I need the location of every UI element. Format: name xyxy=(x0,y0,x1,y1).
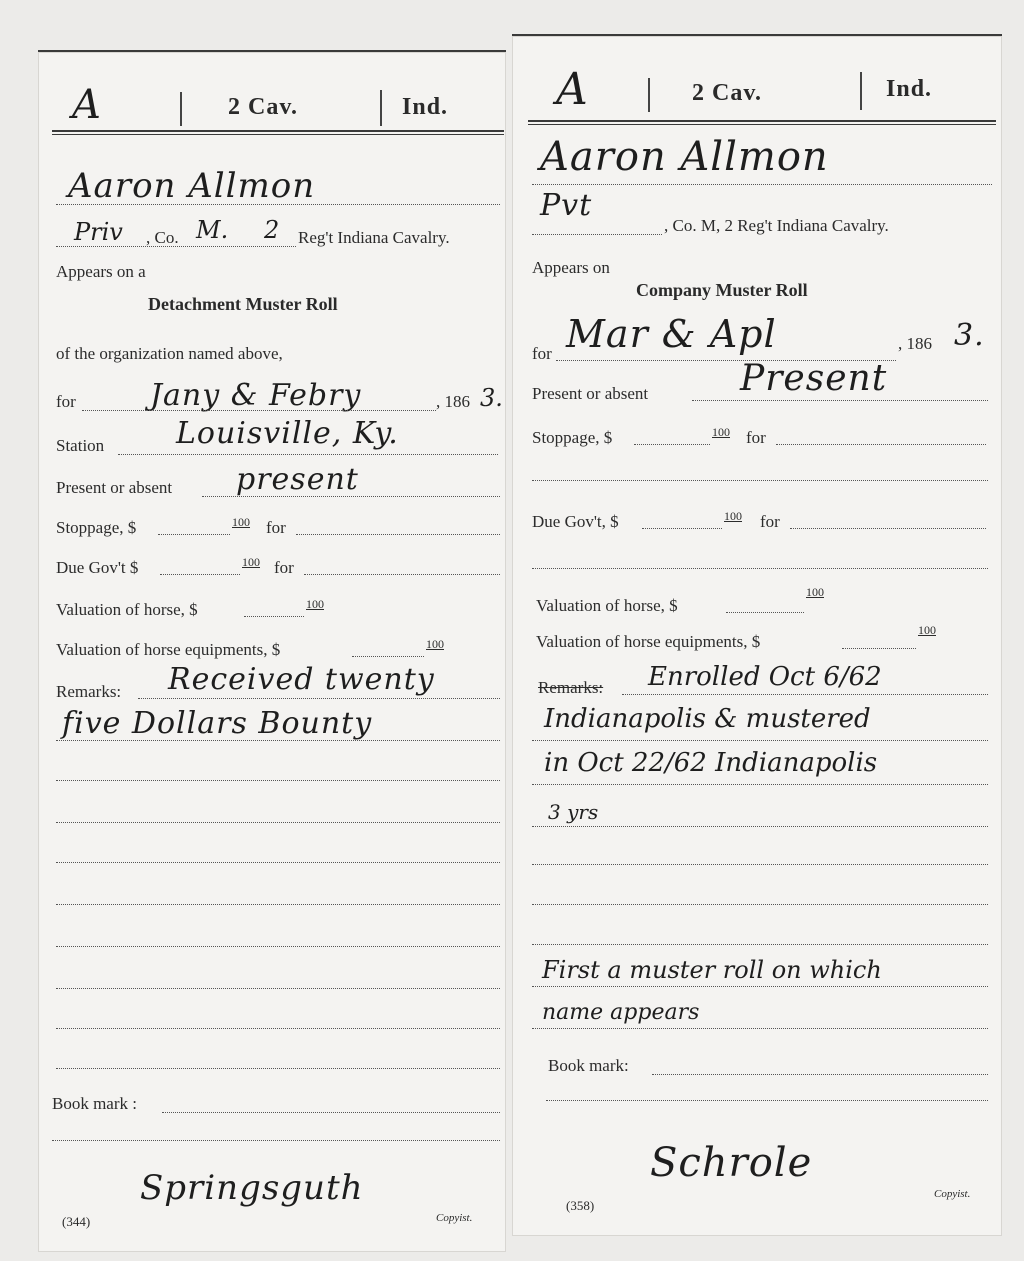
right-remarks-line-6: name appears xyxy=(542,1000,700,1025)
left-station-value: Louisville, Ky. xyxy=(176,416,399,451)
right-appears-on: Appears on xyxy=(532,258,610,277)
left-remarks-dots-6 xyxy=(56,904,500,905)
left-form-number: (344) xyxy=(62,1214,91,1229)
right-header-rule-2 xyxy=(528,124,996,125)
left-regt-number: 2 xyxy=(264,216,280,244)
left-year-prefix: , 186 xyxy=(436,392,470,411)
left-remarks-dots-4 xyxy=(56,822,500,823)
right-stoppage-line xyxy=(634,444,710,445)
left-remarks-dots-1 xyxy=(138,698,500,699)
left-remarks-dots-3 xyxy=(56,780,500,781)
left-equip-label: Valuation of horse equipments, $ xyxy=(56,640,281,659)
left-stoppage-cents: 100 xyxy=(232,515,250,529)
left-header-rule xyxy=(52,130,504,132)
right-equip-label: Valuation of horse equipments, $ xyxy=(536,632,761,651)
right-due-line-2 xyxy=(532,568,988,569)
right-top-rule xyxy=(512,34,1002,36)
left-for-value: Jany & Febry xyxy=(150,378,362,413)
left-top-rule xyxy=(38,50,506,52)
left-bookmark-line xyxy=(162,1112,500,1113)
right-stoppage-cents: 100 xyxy=(712,425,730,439)
left-regt-text: Reg't Indiana Cavalry. xyxy=(298,228,450,247)
right-remarks-line-3: in Oct 22/62 Indianapolis xyxy=(544,748,878,778)
left-remarks-dots-5 xyxy=(56,862,500,863)
left-header-divider-1 xyxy=(180,92,182,126)
right-header-state: Ind. xyxy=(886,76,933,102)
left-remarks-dots-7 xyxy=(56,946,500,947)
right-header-rule xyxy=(528,120,996,122)
right-due-line xyxy=(642,528,722,529)
right-year-digit: 3. xyxy=(954,318,985,353)
right-remarks-dots-7 xyxy=(532,944,988,945)
left-header-state: Ind. xyxy=(402,94,449,120)
right-present-line xyxy=(692,400,988,401)
right-header-divider-1 xyxy=(648,78,650,112)
right-remarks-line-2: Indianapolis & mustered xyxy=(544,704,871,734)
left-due-line xyxy=(160,574,240,575)
right-year-prefix: , 186 xyxy=(898,334,932,353)
left-horse-label: Valuation of horse, $ xyxy=(56,600,198,619)
right-for-value: Mar & Apl xyxy=(566,312,777,356)
left-for-line xyxy=(82,410,436,411)
right-due-for-line xyxy=(790,528,986,529)
right-horse-cents: 100 xyxy=(806,585,824,599)
right-due-for: for xyxy=(760,512,780,531)
left-due-label: Due Gov't $ xyxy=(56,558,139,577)
left-station-label: Station xyxy=(56,436,105,455)
right-co-text: , Co. M, 2 Reg't Indiana Cavalry. xyxy=(664,216,889,235)
right-remarks-line-4: 3 yrs xyxy=(548,800,599,824)
left-remarks-dots-2 xyxy=(56,740,500,741)
left-name-line xyxy=(56,204,500,205)
left-copyist-signature: Springsguth xyxy=(140,1168,364,1208)
left-co-letter: M. xyxy=(196,216,229,244)
right-roll-title: Company Muster Roll xyxy=(636,280,808,300)
left-stoppage-label: Stoppage, $ xyxy=(56,518,137,537)
left-copyist-label: Copyist. xyxy=(436,1212,473,1224)
left-year-digit: 3. xyxy=(480,384,503,412)
right-remarks-dots-9 xyxy=(532,1028,988,1029)
right-remarks-line-5: First a muster roll on which xyxy=(542,956,882,984)
left-bookmark-label: Book mark : xyxy=(52,1094,137,1113)
left-appears-on: Appears on a xyxy=(56,262,146,281)
left-horse-line xyxy=(244,616,304,617)
left-station-line xyxy=(118,454,498,455)
left-rank: Priv xyxy=(74,218,123,246)
right-remarks-dots-1 xyxy=(622,694,988,695)
left-equip-line xyxy=(352,656,424,657)
right-header-company: A xyxy=(556,64,589,115)
right-present-value: Present xyxy=(740,358,888,399)
left-due-cents: 100 xyxy=(242,555,260,569)
left-horse-cents: 100 xyxy=(306,597,324,611)
left-remarks-line-2: five Dollars Bounty xyxy=(62,706,373,741)
left-stoppage-for-line xyxy=(296,534,500,535)
left-present-label: Present or absent xyxy=(56,478,173,497)
left-remarks-dots-9 xyxy=(56,1028,500,1029)
right-stoppage-line-2 xyxy=(532,480,988,481)
left-bookmark-line-2 xyxy=(52,1140,500,1141)
right-bookmark-line-2 xyxy=(546,1100,988,1101)
left-present-line xyxy=(202,496,500,497)
right-remarks-dots-4 xyxy=(532,826,988,827)
left-rank-line xyxy=(56,246,296,247)
left-stoppage-line xyxy=(158,534,230,535)
left-remarks-line-1: Received twenty xyxy=(168,662,435,697)
right-copyist-signature: Schrole xyxy=(650,1140,813,1186)
right-stoppage-for-line xyxy=(776,444,986,445)
right-stoppage-for: for xyxy=(746,428,766,447)
right-bookmark-line xyxy=(652,1074,988,1075)
right-rank: Pvt xyxy=(540,188,593,223)
left-remarks-label: Remarks: xyxy=(56,682,122,701)
left-header-rule-2 xyxy=(52,134,504,135)
right-due-label: Due Gov't, $ xyxy=(532,512,619,531)
left-header-divider-2 xyxy=(380,90,382,126)
right-horse-label: Valuation of horse, $ xyxy=(536,596,678,615)
right-rank-line xyxy=(532,234,662,235)
right-remarks-dots-2 xyxy=(532,740,988,741)
right-remarks-dots-6 xyxy=(532,904,988,905)
left-header-company: A xyxy=(72,82,102,128)
left-present-value: present xyxy=(236,462,359,497)
right-header-regiment: 2 Cav. xyxy=(692,80,763,106)
left-roll-title: Detachment Muster Roll xyxy=(148,294,338,314)
left-equip-cents: 100 xyxy=(426,637,444,651)
left-stoppage-for: for xyxy=(266,518,286,537)
left-due-for: for xyxy=(274,558,294,577)
left-for-label: for xyxy=(56,392,76,411)
left-header-regiment: 2 Cav. xyxy=(228,94,299,120)
left-soldier-name: Aaron Allmon xyxy=(68,166,316,206)
right-soldier-name: Aaron Allmon xyxy=(540,134,829,180)
right-stoppage-label: Stoppage, $ xyxy=(532,428,613,447)
right-due-cents: 100 xyxy=(724,509,742,523)
left-org-line: of the organization named above, xyxy=(56,344,283,363)
right-for-label: for xyxy=(532,344,552,363)
right-remarks-dots-5 xyxy=(532,864,988,865)
right-form-number: (358) xyxy=(566,1198,595,1213)
left-remarks-dots-8 xyxy=(56,988,500,989)
right-remarks-line-1: Enrolled Oct 6/62 xyxy=(648,662,882,692)
left-remarks-dots-10 xyxy=(56,1068,500,1069)
right-name-line xyxy=(532,184,992,185)
right-header-divider-2 xyxy=(860,72,862,110)
right-horse-line xyxy=(726,612,804,613)
right-remarks-dots-8 xyxy=(532,986,988,987)
right-equip-cents: 100 xyxy=(918,623,936,637)
right-remarks-label: Remarks: xyxy=(538,678,604,697)
right-present-label: Present or absent xyxy=(532,384,649,403)
left-co-prefix: , Co. xyxy=(146,228,179,247)
left-due-for-line xyxy=(304,574,500,575)
right-remarks-dots-3 xyxy=(532,784,988,785)
right-equip-line xyxy=(842,648,916,649)
right-copyist-label: Copyist. xyxy=(934,1188,971,1200)
right-bookmark-label: Book mark: xyxy=(548,1056,629,1075)
